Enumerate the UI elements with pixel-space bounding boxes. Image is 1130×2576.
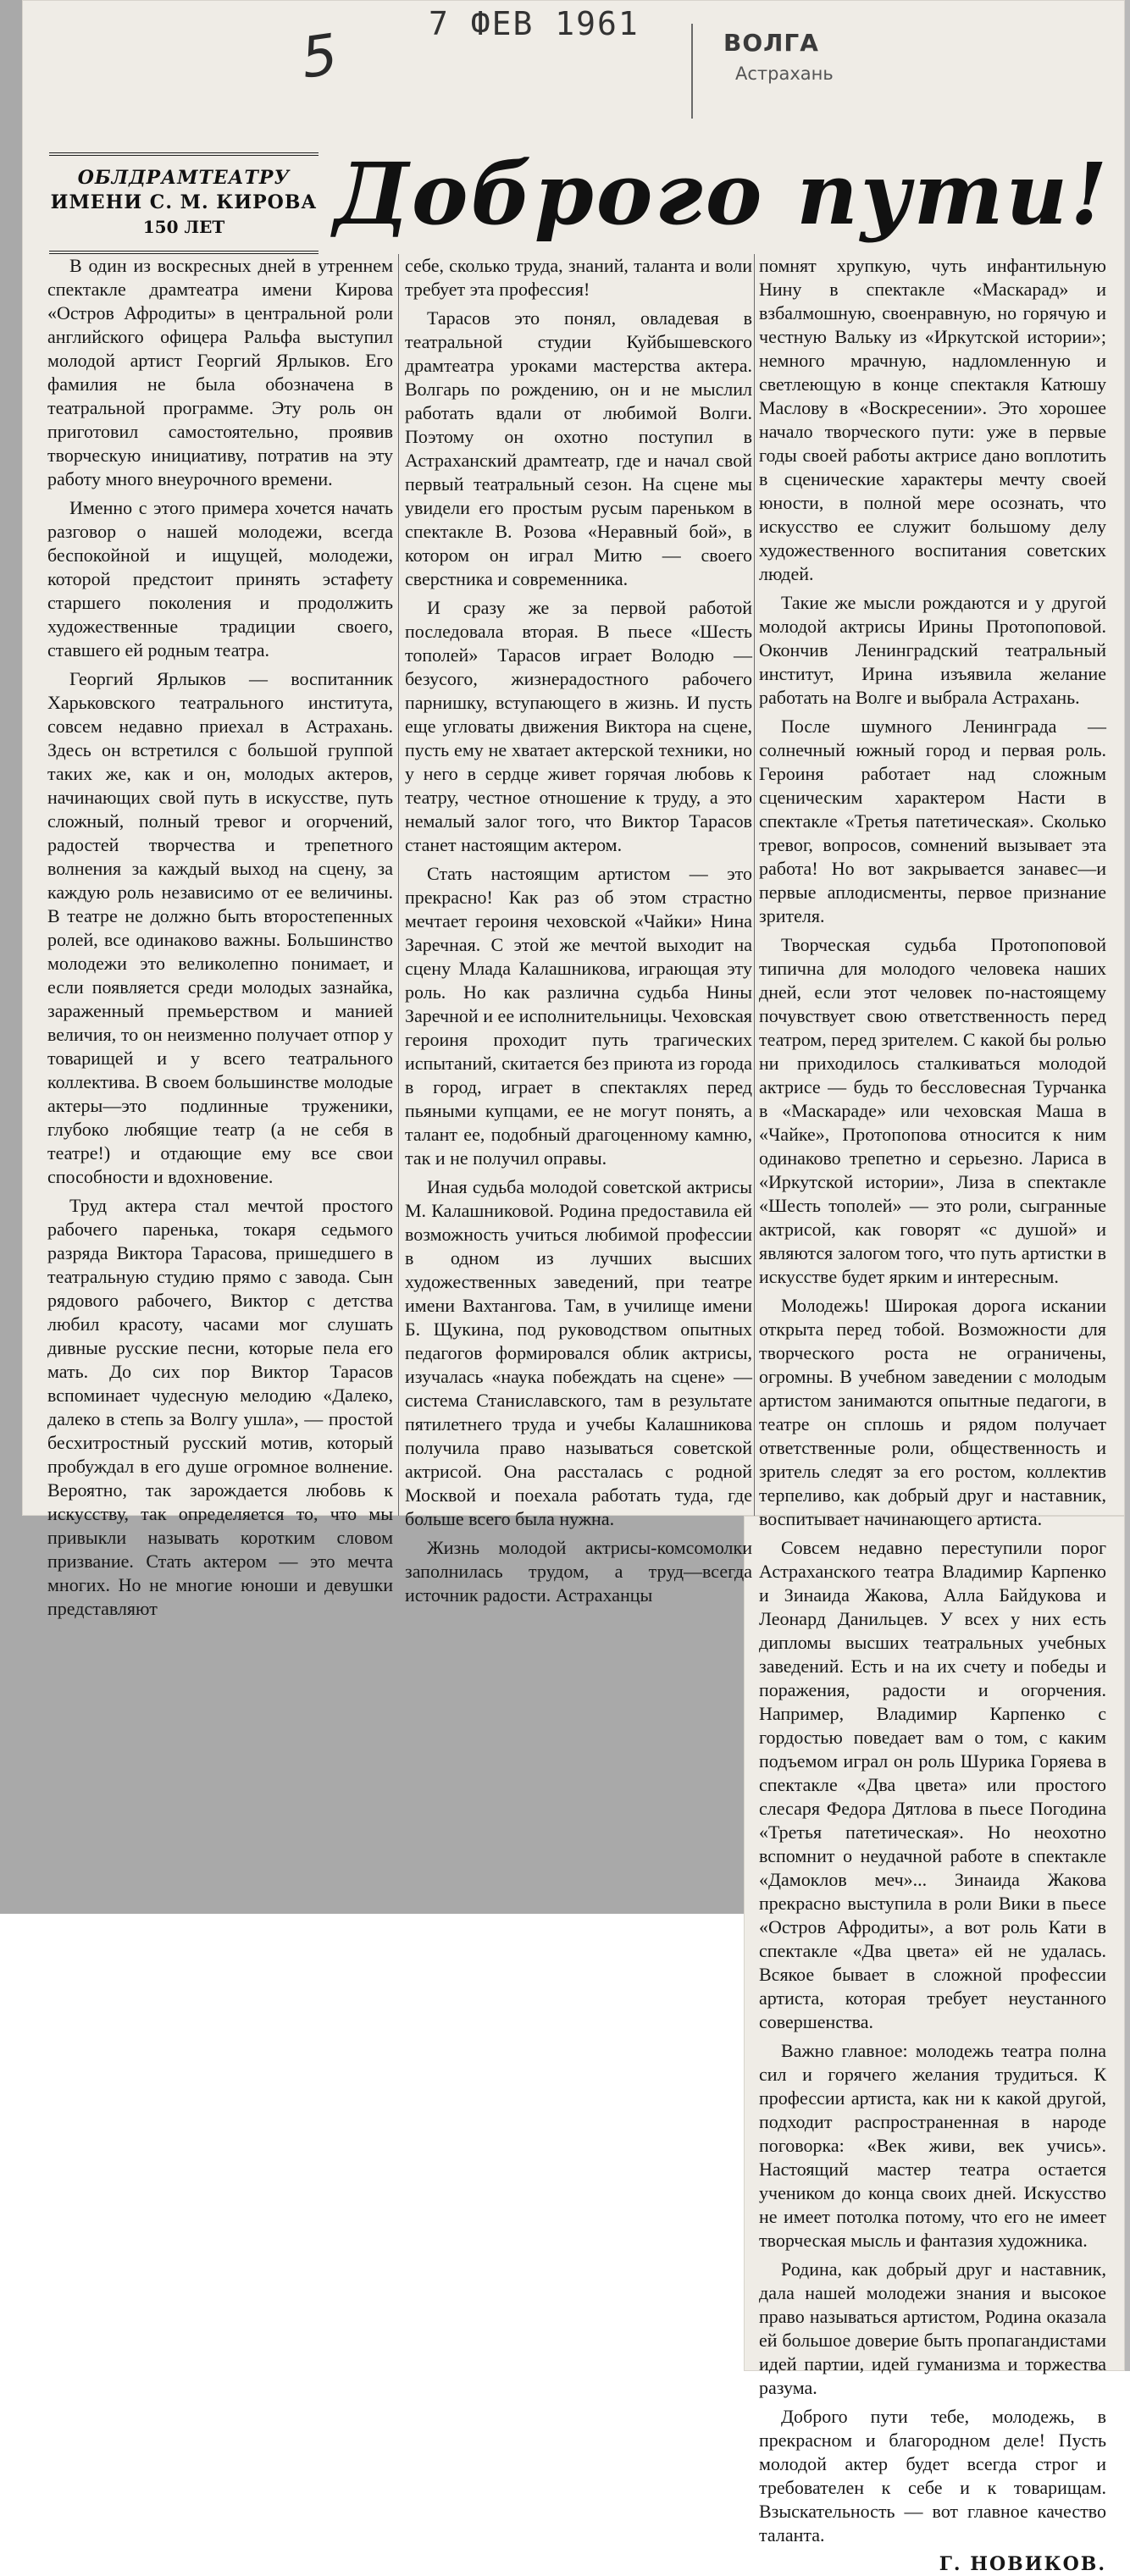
paragraph: Тарасов это понял, овладевая в театральной студии Куйбышевского драмтеатра уроками мастерства актера. Волгарь по рождению, он и не мыслил работать вдали от любимой Волги. Поэтому он охотно поступил в Астраханский драмтеатр, где и начал свой первый театральный сезон. На сцене мы увидели его простым русым пареньком в спектакле В. Розова «Неравный бой», в котором он играл Митю — своего сверстника и современника. — [405, 307, 752, 589]
rubric-line-1: ОБЛДРАМТЕАТРУ — [77, 167, 291, 189]
paragraph: Родина, как добрый друг и наставник, дала нашей молодежи знания и высокое право называться артистом, Родина оказала ей большое доверие быть пропагандистами идей партии, идей гуманизма и торжества разума. — [759, 2258, 1106, 2398]
rubric-line-2: ИМЕНИ С. М. КИРОВА — [50, 191, 318, 213]
paragraph: Такие же мысли рождаются и у другой молодой актрисы Ирины Протопоповой. Окончив Ленинградский театральный институт, Ирина изъявила желание работать на Волге и выбрала Астрахань. — [759, 592, 1106, 708]
article-column-1 — [47, 254, 393, 1626]
column-rule — [754, 254, 755, 1516]
paragraph: Доброго пути тебе, молодежь, в прекрасном и благородном деле! Пусть молодой актер будет всегда строг и требователен к себе и к товарищам. Взыскательность — вот главное качество таланта. — [759, 2406, 1106, 2546]
newspaper-source — [691, 24, 837, 119]
newspaper-clipping — [22, 0, 1125, 2575]
paragraph: Жизнь молодой актрисы-комсомолки заполнилась трудом, а труд—всегда источник радости. Астраханцы — [405, 1537, 752, 1606]
rubric-box — [49, 152, 319, 254]
background-right — [1125, 0, 1130, 2371]
paragraph: После шумного Ленинграда — солнечный южный город и первая роль. Героиня работает над сложным сценическим характером Насти в спектакле «Третья патетическая». Сколько тревог, вопросов, сомнений вызывает эта работа! Но вот закрывается занавес—и первые аплодисменты, первое признание зрителя. — [759, 716, 1106, 926]
paragraph: И сразу же за первой работой последовала вторая. В пьесе «Шесть тополей» Тарасов играет Володю — безусого, жизнерадостного рабочего парнишку, вступающего в жизнь. И пусть еще угловаты движения Виктора на сцене, пусть ему не хватает актерской техники, но у него в сердце живет горячая любовь к театру, честное отношение к труду, а это немалый залог того, что Виктор Тарасов станет настоящим актером. — [405, 597, 752, 855]
article-column-3 — [759, 254, 1106, 2576]
paragraph: помнят хрупкую, чуть инфантильную Нину в спектакле «Маскарад» и взбалмошную, своенравную, но горячую и честную Вальку из «Иркутской истории»; немного мрачную, надломленную и светлеющую в конце спектакля Катюшу Маслову в «Воскресении». Это хорошее начало творческого пути: уже в первые годы своей работы актрисе дано воплотить в сценические характеры мечту своей юности, в полной мере осознать, что искусство ее служит большому делу художественного воспитания советских людей. — [759, 255, 1106, 584]
paragraph: Стать настоящим артистом — это прекрасно! Как раз об этом страстно мечтает героиня чеховской «Чайки» Нина Заречная. С этой же мечтой выходит на сцену Млада Калашникова, играющая эту роль. Но как различна судьба Нины Заречной и ее исполнительницы. Чеховская героиня проходит путь трагических испытаний, скитается без приюта из города в город, играет в спектаклях перед пьяными купцами, ее не могут понять, а талант ее, подобный драгоценному камню, так и не получил оправы. — [405, 863, 752, 1169]
paragraph: Творческая судьба Протопоповой типична для молодого человека наших дней, если этот человек по-настоящему почувствует свою ответственность перед театром, перед зрителем. С какой бы ролью ни приходилось сталкиваться молодой актрисе — будь то бессловесная Турчанка в «Маскараде» или чеховская Маша в «Чайке», Протопопова относится к ним одинаково трепетно и серьезно. Лариса в «Иркутской истории», Лиза в спектакле «Шесть тополей» — это роли, сыгранные актрисой, как говорят «с душой» и являются залогом того, что путь артистки в искусстве будет ярким и интересным. — [759, 934, 1106, 1287]
paragraph: Георгий Ярлыков — воспитанник Харьковского театрального института, совсем недавно приехал в Астрахань. Здесь он встретился с большой группой таких же, как и он, молодых актеров, начинающих свой путь в искусстве, путь сложный, полный тревог и огорчений, радостей творчества и трепетного волнения за каждый выход на сцену, за каждую роль независимо от ее величины. В театре не должно быть второстепенных ролей, все одинаково важны. Большинство молодежи это великолепно понимает, и если появляется среди молодых зазнайка, зараженный премьерством и манией величия, то он неизменно получает отпор у товарищей и у всего театрального коллектива. В своем большинстве молодые актеры—это подлинные труженики, глубоко любящие театр (а не себя в театре!) и отдающие ему все свои способности и вдохновение. — [47, 668, 393, 1187]
column-rule — [398, 254, 399, 1516]
newspaper-city: Астрахань — [735, 64, 834, 84]
headline: Доброго пути! — [334, 144, 1111, 244]
author-signature: Г. НОВИКОВ. — [939, 2553, 1106, 2575]
paragraph: Важно главное: молодежь театра полна сил и горячего желания трудиться. К профессии артиста, как ни к какой другой, подходит распространенная в народе поговорка: «Век живи, век учись». Настоящий мастер театра остается учеником до конца своих дней. Искусство не имеет потолка потому, что его не имеет творческая мысль и фантазия художника. — [759, 2040, 1106, 2251]
paragraph: Именно с этого примера хочется начать разговор о нашей молодежи, всегда беспокойной и ищущей, молодежи, которой предстоит принять эстафету старшего поколения и продолжить художественные традиции своего, ставшего ей родным театра. — [47, 497, 393, 661]
paragraph: Иная судьба молодой советской актрисы М. Калашниковой. Родина предоставила ей возможность учиться любимой профессии в одном из лучших высших художественных заведений, при театре имени Вахтангова. Там, в училище имени Б. Щукина, под руководством опытных педагогов формировался облик актрисы, изучалась «наука побеждать на сцене» — система Станиславского, там в результате пятилетнего труда и учебы Калашникова получила право называться советской актрисой. Она рассталась с родной Москвой и поехала работать туда, где больше всего была нужна. — [405, 1176, 752, 1529]
paragraph: себе, сколько труда, знаний, таланта и воли требует эта профессия! — [405, 255, 752, 300]
article-column-2 — [405, 254, 752, 1612]
paragraph: Труд актера стал мечтой простого рабочего паренька, токаря седьмого разряда Виктора Тарасова, пришедшего в театральную студию прямо с завода. Сын рядового рабочего, Виктор с детства любил красоту, часами мог слушать дивные русские песни, которые пела его мать. До сих пор Виктор Тарасов вспоминает чудесную мелодию «Далеко, далеко в степь за Волгу ушла», — простой бесхитростный русский мотив, который пробуждал в его душе огромное волнение. Вероятно, так зарождается любовь к искусству, так определяется то, что мы привыкли называть коротким словом призвание. Стать актером — это мечта многих. Но не многие юноши и девушки представляют — [47, 1195, 393, 1619]
handwritten-page-number: 5 — [296, 21, 342, 91]
paragraph: В один из воскресных дней в утреннем спектакле драмтеатра имени Кирова «Остров Афродиты» в центральной роли английского офицера Ральфа выступил молодой артист Георгий Ярлыков. Его фамилия не была обозначена в театральной программе. Эту роль он приготовил самостоятельно, проявив творческую инициативу, потратив на эту работу много внеурочного времени. — [47, 255, 393, 489]
paragraph: Молодежь! Широкая дорога искании открыта перед тобой. Возможности для творческого роста не ограничены, огромны. В учебном заведении с молодым артистом занимаются опытные педагоги, в театре он сплошь и рядом получает ответственные роли, общественность и зритель следят за его ростом, коллектив терпеливо, как добрый друг и наставник, воспитывает начинающего артиста. — [759, 1295, 1106, 1529]
newspaper-name: ВОЛГА — [723, 29, 819, 57]
date-stamp: 7 ФЕВ 1961 — [429, 5, 640, 42]
rubric-line-3: 150 ЛЕТ — [142, 217, 225, 237]
paragraph: Совсем недавно переступили порог Астраханского театра Владимир Карпенко и Зинаида Жакова, Алла Байдукова и Леонард Данильцев. У всех у них есть дипломы высших театральных учебных заведений. Есть и на их счету и победы и поражения, радости и огорчения. Например, Владимир Карпенко с гордостью поведает вам о том, с каким подъемом играл он роль Шурика Горяева в спектакле «Два цвета» или простого слесаря Федора Дятлова в пьесе Погодина «Третья патетическая». Но неохотно вспомнит о неудачной работе в спектакле «Дамоклов меч»... Зинаида Жакова прекрасно выступила в роли Вики в пьесе «Остров Афродиты», а вот роль Кати в спектакле «Два цвета» ей не удалась. Всякое бывает в сложной профессии артиста, которая требует неустанного совершенства. — [759, 1537, 1106, 2032]
